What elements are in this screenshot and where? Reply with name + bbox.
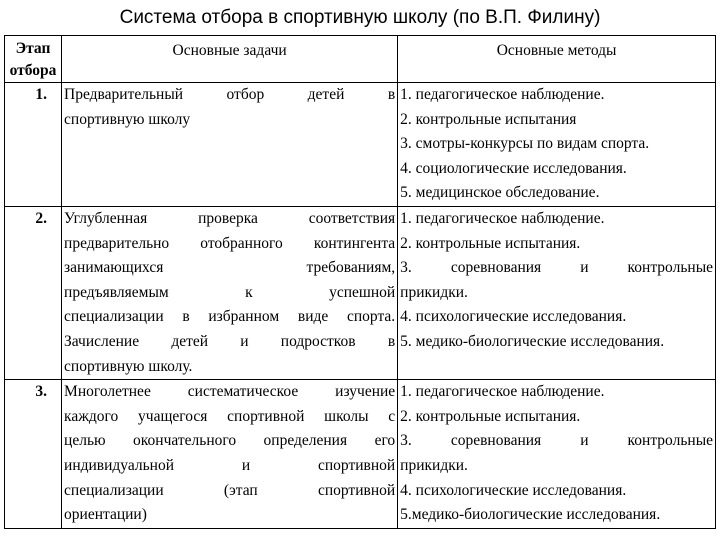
method-item: прикидки. (400, 456, 468, 474)
header-methods: Основные методы (398, 36, 716, 83)
stage-number: 2. (5, 206, 62, 379)
method-item: 4. социологические исследования. (400, 159, 627, 177)
task-line: каждого учащегося спортивной школы с (64, 407, 396, 425)
method-item: прикидки. (400, 283, 468, 301)
method-item: 5. медицинское обследование. (400, 184, 600, 202)
task-line: предварительно отобранного контингента (64, 234, 396, 252)
method-item: 5. медико-биологические исследования. (400, 332, 665, 350)
header-stage-line: Этап (15, 40, 51, 57)
method-item: 3. соревнования и контрольные (400, 432, 713, 450)
task-line: спортивную школу (64, 110, 191, 128)
header-stage (5, 36, 62, 83)
method-item: 2. контрольные испытания (400, 110, 577, 128)
task-line: целью окончательного определения его (64, 432, 396, 450)
method-item: 1. педагогическое наблюдение. (400, 86, 605, 103)
table-row (5, 83, 716, 207)
header-stage-line: отбора (9, 62, 57, 79)
method-item: 3. соревнования и контрольные (400, 259, 713, 277)
page-title: Система отбора в спортивную школу (по В.П. Филину) (119, 7, 601, 28)
stage-task (62, 380, 398, 529)
task-line: индивидуальной и спортивной (64, 456, 396, 474)
task-line: специализации (этап спортивной (64, 481, 396, 499)
task-line: предъявляемым к успешной (64, 283, 396, 301)
method-item: 4. психологические исследования. (400, 308, 627, 326)
task-line: Зачисление детей и подростков в (64, 332, 396, 350)
table-row (5, 380, 716, 529)
stage-number: 1. (5, 83, 62, 207)
method-item: 5.медико-биологические исследования. (400, 506, 661, 524)
header-tasks: Основные задачи (62, 36, 398, 83)
selection-system-table (4, 35, 716, 529)
stage-task (62, 83, 398, 207)
task-line: спортивную школу. (64, 357, 193, 375)
table-header-row (5, 36, 716, 83)
stage-methods (398, 206, 716, 379)
method-item: 4. психологические исследования. (400, 481, 627, 499)
task-line: специализации в избранном виде спорта. (64, 308, 396, 326)
task-line: занимающихся требованиям, (64, 259, 396, 277)
task-line: Многолетнее систематическое изучение (64, 383, 396, 401)
method-item: 2. контрольные испытания. (400, 407, 581, 425)
stage-number: 3. (5, 380, 62, 529)
method-item: 1. педагогическое наблюдение. (400, 383, 605, 401)
task-line: Углубленная проверка соответствия (64, 209, 396, 227)
method-item: 2. контрольные испытания. (400, 234, 581, 252)
stage-methods (398, 83, 716, 207)
table-row (5, 206, 716, 379)
stage-task (62, 206, 398, 379)
task-line: Предварительный отбор детей в (64, 86, 396, 103)
stage-methods (398, 380, 716, 529)
task-line: ориентации) (64, 506, 147, 524)
method-item: 3. смотры-конкурсы по видам спорта. (400, 135, 650, 153)
method-item: 1. педагогическое наблюдение. (400, 209, 605, 227)
